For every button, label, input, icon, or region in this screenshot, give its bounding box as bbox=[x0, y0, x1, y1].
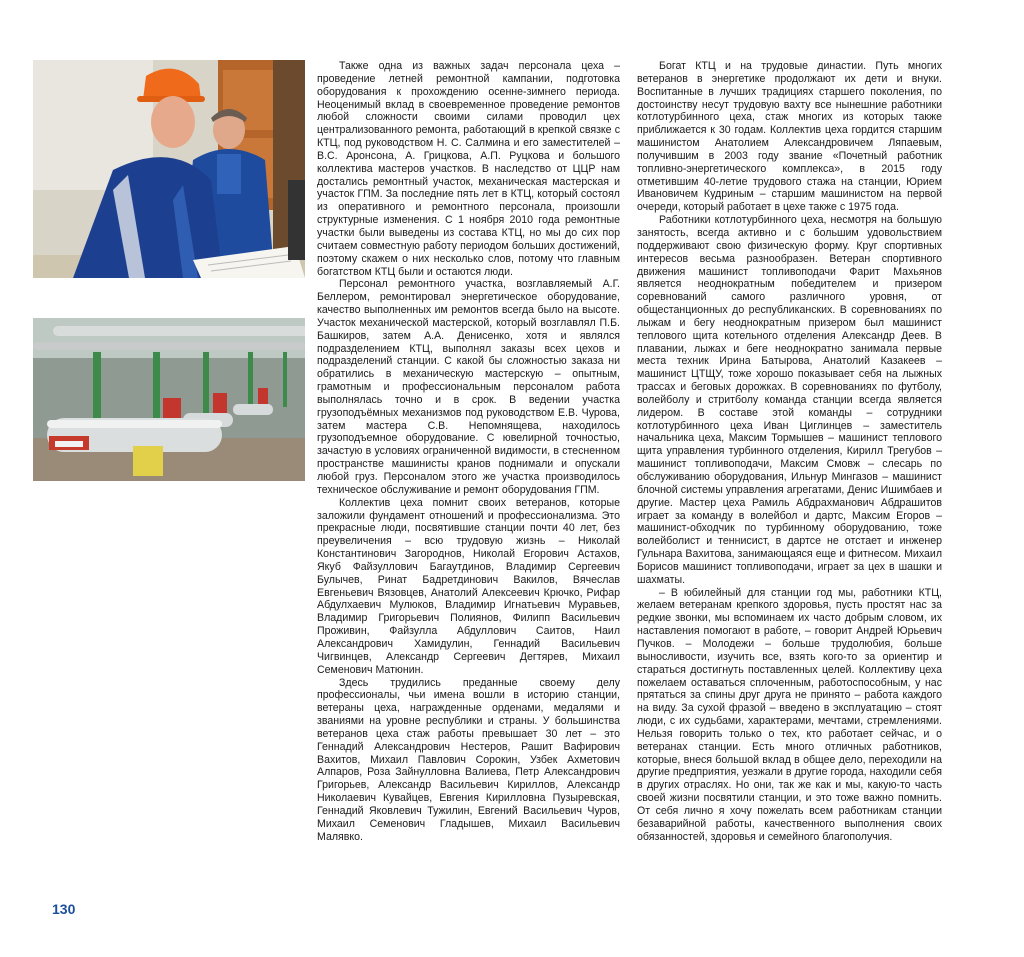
photo-pipework-hall bbox=[33, 318, 305, 481]
paragraph: Коллектив цеха помнит своих ветеранов, которые заложили фундамент отношений и профессионализма. Это прекрасные люди, посвятившие станции почти 40 лет, без преувеличения – всю трудовую жизнь – Николай Константинович Загороднов, Николай Егорович Астахов, Якуб Файзуллович Багаутдинов, Владимир Сергеевич Булычев, Ринат Бадретдинович Вакилов, Вячеслав Евгеньевич Вязовцев, Анатолий Алексеевич Крючко, Рифар Абдулхаевич Мулюков, Владимир Игнатьевич Муравьев, Владимир Григорьевич Полиянов, Филипп Васильевич Проживин, Файзулла Абдуллович Саитов, Наил Александрович Хамидулин, Геннадий Васильевич Чигвинцев, Александр Сергеевич Дегтярев, Михаил Семенович Матюнин. bbox=[317, 496, 620, 676]
paragraph: Персонал ремонтного участка, возглавляемый А.Г. Беллером, ремонтировал энергетическое оборудование, качество выполненных им ремонтов всегда было на высоте. Участок механической мастерской, который возглавлял П.Б. Башкиров, затем А.А. Денисенко, хотя и являлся подразделением КТЦ, выполнял заказы всех цехов и подразделений станции. С какой бы сложностью заказа ни обратились в механическую мастерскую – опытным, грамотным и профессиональным персоналом работа выполнялась точно и в срок. В ведении участка грузоподъёмных механизмов под руководством Е.В. Чурова, затем мастера С.В. Непомнящева, находилось грузоподъемное оборудование. С ювелирной точностью, зачастую в условиях ограниченной видимости, в стесненном пространстве машинисты кранов поднимали и опускали любой груз. Персоналом этого же участка производилось техническое обслуживание и ремонт оборудования ГПМ. bbox=[317, 278, 620, 496]
paragraph: Работники котлотурбинного цеха, несмотря на большую занятость, всегда активно и с большим удовольствием поддерживают свою физическую форму. Круг спортивных интересов весьма разнообразен. Ветеран спортивного движения машинист топливоподачи Фарит Махьянов является неоднократным победителем и призером соревнований самого различного уровня, от общестанционных до республиканских. В соревнованиях по лыжам и бегу неоднократным призером был машинист теплового щита котельного отделения Александр Деев. В плавании, лыжах и беге неоднократно занимала первые места техник Ирина Батырова, Анатолий Казакеев – машинист ЦТЩУ, тоже хорошо показывает себя на лыжных трассах и беговых дорожках. В соревнованиях по футболу, волейболу и стритболу команда станции всегда является лидером. В составе этой команды – сотрудники котлотурбинного цеха Иван Циглинцев – заместитель начальника цеха, Максим Тормышев – машинист теплового щита управления турбинного отделения, Кирилл Трегубов – машинист топливоподачи, Максим Смовж – слесарь по обслуживанию оборудования, Ильнур Мингазов – машинист блочной системы управления агрегатами, Денис Ишимбаев и другие. Мастер цеха Рамиль Абдрахманович Абдрашитов играет за команду в волейбол и дартс, Максим Егоров – машинист-обходчик по турбинному оборудованию, тоже волейболист и теннисист, в дартсе не отстает и инженер Гульнара Вахитова, занимающаяся еще и фитнесом. Михаил Борисов машинист топливоподачи, играет за цех в шашки и шахматы. bbox=[637, 214, 942, 586]
paragraph: – В юбилейный для станции год мы, работники КТЦ, желаем ветеранам крепкого здоровья, пусть простят нас за редкие звонки, мы вспоминаем их часто добрым словом, их наставления помогают в работе, – говорит Андрей Юрьевич Пучков. – Молодежи – больше трудолюбия, больше выносливости, изучить все, взять кого-то за ориентир и стараться достигнуть поставленных целей. Коллективу цеха пожелаем оставаться сплоченным, работоспособным, у нас прятаться за спины друг друга не принято – работа каждого на виду. За сухой фразой – введено в эксплуатацию – стоят люди, с их судьбами, характерами, мечтами, стремлениями. Нельзя говорить только о тех, кто работает сейчас, и о ветеранах станции. Есть много отличных работников, которые, внеся большой вклад в общее дело, переходили на другие предприятия, уезжали в другие города, находили себя в других отраслях. Но они, так же как и мы, какую-то часть своей жизни посвятили станции, и это тоже важно помнить. От себя лично я хочу пожелать всем работникам станции безаварийной работы, качественного выполнения своих обязанностей, здоровья и семейного благополучия. bbox=[637, 586, 942, 843]
paragraph: Здесь трудились преданные своему делу профессионалы, чьи имена вошли в историю станции, ветераны цеха, награжденные орденами, медалями и званиями на уровне республики и страны. У большинства ветеранов цеха стаж работы превышает 30 лет – это Геннадий Александрович Нестеров, Рашит Вафирович Вахитов, Михаил Павлович Сорокин, Узбек Ахметович Алпаров, Роза Зайнулловна Валиева, Петр Александрович Григорьев, Александр Васильевич Кириллов, Александр Николаевич Кувайцев, Евгения Кирилловна Пузыревская, Геннадий Яковлевич Тужилин, Евгений Васильевич Чуров, Михаил Семенович Гладышев, Михаил Васильевич Малявко. bbox=[317, 676, 620, 843]
page-number: 130 bbox=[52, 901, 76, 917]
text-column-left bbox=[317, 60, 620, 843]
photo-workers-at-desk bbox=[33, 60, 305, 278]
paragraph: Также одна из важных задач персонала цеха – проведение летней ремонтной кампании, подготовка оборудования к прохождению осенне-зимнего периода. Неоценимый вклад в своевременное проведение ремонтов любой сложности своими силами проводил цех централизованного ремонта, работающий в крепкой связке с КТЦ, под руководством Н. С. Салмина и его заместителей – В.С. Аронсона, А. Грицкова, А.П. Руцкова и большого коллектива мастеров участков. В наследство от ЦЦР нам достались ремонтный участок, механическая мастерская и участок ГПМ. За последние пять лет в КТЦ, который состоял из оперативного и ремонтного персонала, произошли структурные изменения. С 1 ноября 2010 года ремонтные участки были выведены из состава КТЦ, но мы до сих пор считаем совместную работу периодом больших достижений, поэтому скажем о них несколько слов, потому что главным богатством КТЦ были и остаются люди. bbox=[317, 60, 620, 278]
paragraph: Богат КТЦ и на трудовые династии. Путь многих ветеранов в энергетике продолжают их дети и внуки. Воспитанные в лучших традициях старшего поколения, по достоинству несут трудовую вахту все нынешние работники котлотурбинного цеха, стаж многих из которых также приближается к 30 годам. Коллектив цеха гордится старшим машинистом Анатолием Александровичем Ляпаевым, получившим в 2003 году звание «Почетный работник топливно-энергетического комплекса», в 2015 году отметившим 40-летие трудового стажа на станции, Юрием Ивановичем Кудриным – старшим машинистом на первой очереди, который работает в цехе также с 1975 года. bbox=[637, 60, 942, 214]
text-column-right bbox=[637, 60, 942, 843]
